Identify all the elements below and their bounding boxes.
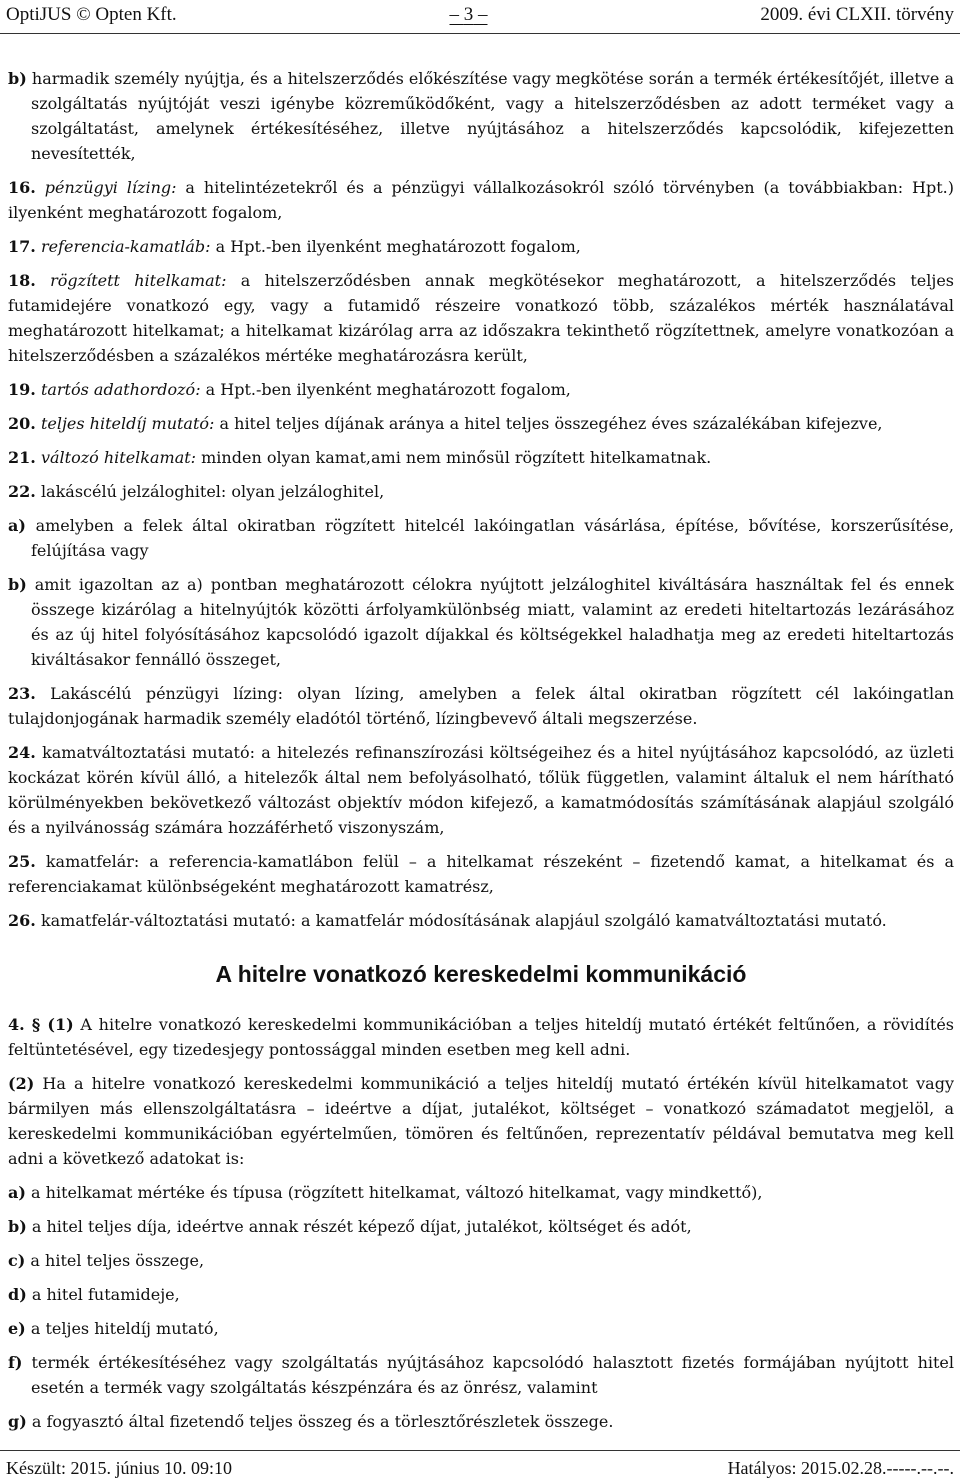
definition-item: 20. teljes hiteldíj mutató: a hitel teljes díjának aránya a hitel teljes összegéhez éves százalékában kifejezve,: [8, 414, 883, 433]
page-header: [6, 2, 954, 28]
list-item: e) a teljes hiteldíj mutató,: [8, 1319, 219, 1338]
definition-item: 21. változó hitelkamat: minden olyan kamat,ami nem minősül rögzített hitelkamatnak.: [8, 448, 712, 467]
page-number: – 3 –: [449, 4, 488, 25]
list-item: b) a hitel teljes díja, ideértve annak részét képező díjat, jutalékot, költséget és adót,: [8, 1217, 692, 1236]
definition-item: 17. referencia-kamatláb: a Hpt.-ben ilyenként meghatározott fogalom,: [8, 237, 581, 256]
definition-item: 19. tartós adathordozó: a Hpt.-ben ilyenként meghatározott fogalom,: [8, 380, 571, 399]
definition-item: 23. Lakáscélú pénzügyi lízing: olyan lízing, amelyben a felek által okiratban rögzített cél lakóingatlan tulajdonjogának harmadik személy eladótól történő, lízingbevevő általi megszerzése.: [8, 684, 954, 728]
law-title: 2009. évi CLXII. törvény: [760, 4, 954, 25]
created-date: Készült: 2015. június 10. 09:10: [6, 1457, 232, 1478]
definition-item: 18. rögzített hitelkamat: a hitelszerződésben annak megkötésekor meghatározott, a hitelszerződés teljes futamidejére vonatkozó egy, vagy a futamidő részeire vonatkozó több, százalékos mérték használatával meghatározott hitelkamat; a hitelkamat kizárólag arra az időszakra tekinthető rögzítettnek, amelyre vonatkozóan a hitelszerződésben a százalékos mértéke meghatározásra került,: [8, 271, 954, 365]
definition-item: b) harmadik személy nyújtja, és a hitelszerződés előkészítése vagy megkötése során a termék értékesítőjét, illetve a szolgáltatás nyújtóját veszi igénybe közreműködőként, vagy a hitelszerződésben az adott terméket vagy a szolgáltatást, amelynek értékesítéséhez, illetve nyújtásához a hitelszerződés kapcsolódik, kifejezetten nevesítették,: [8, 69, 954, 163]
definition-item: 24. kamatváltoztatási mutató: a hitelezés refinanszírozási költségeihez és a hitel nyújtásához kapcsolódó, az üzleti kockázat körén kívül álló, a hitelezők által nem befolyásolható, tőlük független, valamint általuk el nem hárítható körülményekben bekövetkező változást objektív módon kifejező, a kamatmódosítás számításának alapjául szolgáló és a nyilvánosság számára hozzáférhető viszonyszám,: [8, 743, 954, 837]
effective-date: Hatályos: 2015.02.28.-----.--.--.: [727, 1457, 954, 1478]
list-item: d) a hitel futamideje,: [8, 1285, 180, 1304]
publisher-label: OptiJUS © Opten Kft.: [6, 4, 177, 25]
document-body: [8, 66, 954, 1434]
list-item: a) a hitelkamat mértéke és típusa (rögzített hitelkamat, változó hitelkamat, vagy mindkettő),: [8, 1183, 763, 1202]
section-paragraph: (2) Ha a hitelre vonatkozó kereskedelmi kommunikáció a teljes hiteldíj mutató értékén kívül hitelkamatot vagy bármilyen más ellenszolgáltatásra – ideértve a díjat, jutalékot, költséget – vonatkozó számadatot megjelöl, a kereskedelmi kommunikációban egyértelműen, tömören és feltűnően, reprezentatív példával bemutatva meg kell adni a következő adatokat is:: [8, 1074, 954, 1168]
definition-item: 22. lakáscélú jelzáloghitel: olyan jelzáloghitel,: [8, 482, 385, 501]
header-divider: [0, 33, 960, 34]
definition-subitem: b) amit igazoltan az a) pontban meghatározott célokra nyújtott jelzáloghitel kiváltására használtak fel és ennek összege kizárólag a hitelnyújtók közötti árfolyamkülönbség miatt, valamint az eredeti hiteltartozás lezárásához és az új hitel folyósításához kapcsolódó igazolt díjakkal és költségekkel haladhatja meg az eredeti hiteltartozás kiváltásakor fennálló összeget,: [8, 575, 955, 669]
definition-item: 25. kamatfelár: a referencia-kamatlábon felül – a hitelkamat részeként – fizetendő kamat, a hitelkamat és a referenciakamat különbségeként meghatározott kamatrész,: [8, 852, 954, 896]
footer-divider: [0, 1450, 960, 1451]
section-paragraph: 4. § (1) A hitelre vonatkozó kereskedelmi kommunikációban a teljes hiteldíj mutató értékét feltűnően, a rövidítés feltüntetésével, egy tizedesjegy pontossággal minden esetben meg kell adni.: [8, 1015, 955, 1059]
list-item: c) a hitel teljes összege,: [8, 1251, 205, 1270]
definition-item: 26. kamatfelár-változtatási mutató: a kamatfelár módosításának alapjául szolgáló kamatváltoztatási mutató.: [8, 911, 887, 930]
definition-item: 16. pénzügyi lízing: a hitelintézetekről és a pénzügyi vállalkozásokról szóló törvényben (a továbbiakban: Hpt.) ilyenként meghatározott fogalom,: [8, 178, 955, 222]
list-item: g) a fogyasztó által fizetendő teljes összeg és a törlesztőrészletek összege.: [8, 1412, 614, 1431]
definition-subitem: a) amelyben a felek által okiratban rögzített hitelcél lakóingatlan vásárlása, építése, bővítése, korszerűsítése, felújítása vagy: [8, 516, 954, 560]
section-title: A hitelre vonatkozó kereskedelmi kommunikáció: [215, 961, 747, 987]
list-item: f) termék értékesítéséhez vagy szolgáltatás nyújtásához kapcsolódó halasztott fizetés formájában nyújtott hitel esetén a termék vagy szolgáltatás készpénzára és az önrész, valamint: [8, 1353, 954, 1397]
page-footer: [6, 1456, 954, 1480]
